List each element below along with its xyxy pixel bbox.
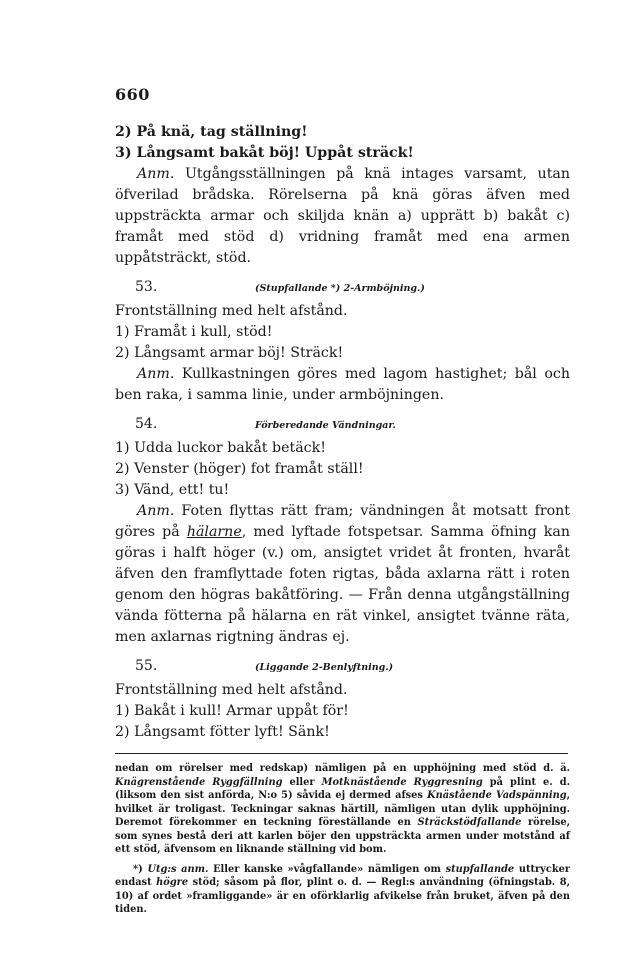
page (115, 85, 570, 917)
footnote-text: stöd; såsom på flor, plint o. d. — Regl:s användning (öfningstab. 8, 10) af ordet »framliggande» är en oförklarlig afvikelse från bruket, äfven på den tiden. (115, 877, 570, 915)
footnote-emphasis: högre (156, 877, 189, 888)
footnote-text: uttrycker endast (115, 863, 570, 888)
section-number: 55. (135, 658, 158, 674)
note-text: Utgångsställningen på knä intages varsamt, utan öfverilad brådska. Rörelserna på knä göras äfven med uppsträckta armar och skiljda knän a) upprätt b) bakåt c) framåt med stöd d) vridning framåt med ena armen uppåtsträckt, stöd. (115, 166, 570, 266)
command-line-2: 2) På knä, tag ställning! (115, 124, 308, 140)
section-53-line: 1) Framåt i kull, stöd! (115, 324, 273, 340)
section-53-note (115, 364, 570, 406)
section-number: 54. (135, 416, 158, 432)
section-54-heading (115, 412, 570, 438)
footnote-emphasis: Sträckstödfallande (417, 817, 522, 828)
emphasis-word: hälarne (186, 524, 242, 540)
note-label: Anm. (137, 503, 175, 519)
page-number: 660 (115, 85, 150, 104)
section-55-line: 2) Långsamt fötter lyft! Sänk! (115, 724, 330, 740)
section-53-heading (115, 275, 570, 301)
footnote-text: Eller kanske »vågfallande» nämligen om (208, 863, 446, 875)
section-54-note (115, 501, 570, 648)
footnote-text: , hvilket är troligast. Teckningar saknas härtill, nämligen utan dylik upphöjning. Deremot förekommer en teckning föreställande en (115, 790, 570, 828)
note-text: Kullkastningen göres med lagom hastighet; bål och ben raka, i samma linie, under armböjningen. (115, 366, 570, 403)
section-title: (Stupfallande *) 2-Armböjning.) (255, 283, 425, 294)
section-53-line: Frontställning med helt afstånd. (115, 303, 348, 319)
note-text: Foten flyttas rätt fram; vändningen åt motsatt front göres på (115, 503, 570, 540)
footnote-text: rörelse, som synes bestå deri att karlen böjer den uppsträckta armen under motstånd af ett stöd, äfvensom en liknande ställning vid bom. (115, 817, 570, 855)
section-title: Förberedande Vändningar. (255, 420, 396, 431)
section-54-line: 1) Udda luckor bakåt betäck! (115, 440, 326, 456)
footnote-emphasis: Utg:s anm. (147, 863, 209, 875)
footnote-text: nedan om rörelser med redskap) nämligen på en upphöjning med stöd d. ä. (115, 763, 570, 774)
section-54-line: 3) Vänd, ett! tu! (115, 482, 230, 498)
footnote-emphasis: Motknästående Ryggresning (321, 776, 483, 788)
command-line-3: 3) Långsamt bakåt böj! Uppåt sträck! (115, 145, 414, 161)
footnote-mark: *) (133, 863, 148, 875)
footnote-emphasis: Knägrenstående Ryggfällning (115, 776, 283, 788)
section-54-line: 2) Venster (höger) fot framåt ställ! (115, 461, 364, 477)
footnote-text: eller (282, 776, 322, 788)
footnote-continued (115, 762, 570, 857)
footnote-divider (115, 753, 568, 754)
section-55-line: Frontställning med helt afstånd. (115, 682, 348, 698)
note-label: Anm. (137, 166, 175, 182)
section-number: 53. (135, 279, 158, 295)
section-55-heading (115, 654, 570, 680)
footnote-star (115, 863, 570, 917)
footnote-emphasis: Knästående Vadspänning (427, 790, 567, 801)
footnote-emphasis: stupfallande (445, 863, 515, 875)
note-text: , med lyftade fotspetsar. Samma öfning kan göras i halft höger (v.) om, ansigtet vridet åt fronten, hvaråt äfven den framflyttade foten rigtas, båda axlarna rätt i roten genom den högras bakåtföring. — Från denna utgångställning vända fötterna på hälarna en rät vinkel, ansigtet tvänne räta, men axlarnas rigtning ändras ej. (115, 524, 570, 645)
section-55-line: 1) Bakåt i kull! Armar uppåt för! (115, 703, 349, 719)
footnote-text: på plint e. d. (liksom den sist anförda, N:o 5) såvida ej dermed afses (115, 776, 570, 801)
section-title: (Liggande 2-Benlyftning.) (255, 662, 394, 673)
section-53-line: 2) Långsamt armar böj! Sträck! (115, 345, 344, 361)
note-label: Anm. (137, 366, 175, 382)
note-paragraph (115, 164, 570, 269)
footnotes (115, 762, 570, 917)
